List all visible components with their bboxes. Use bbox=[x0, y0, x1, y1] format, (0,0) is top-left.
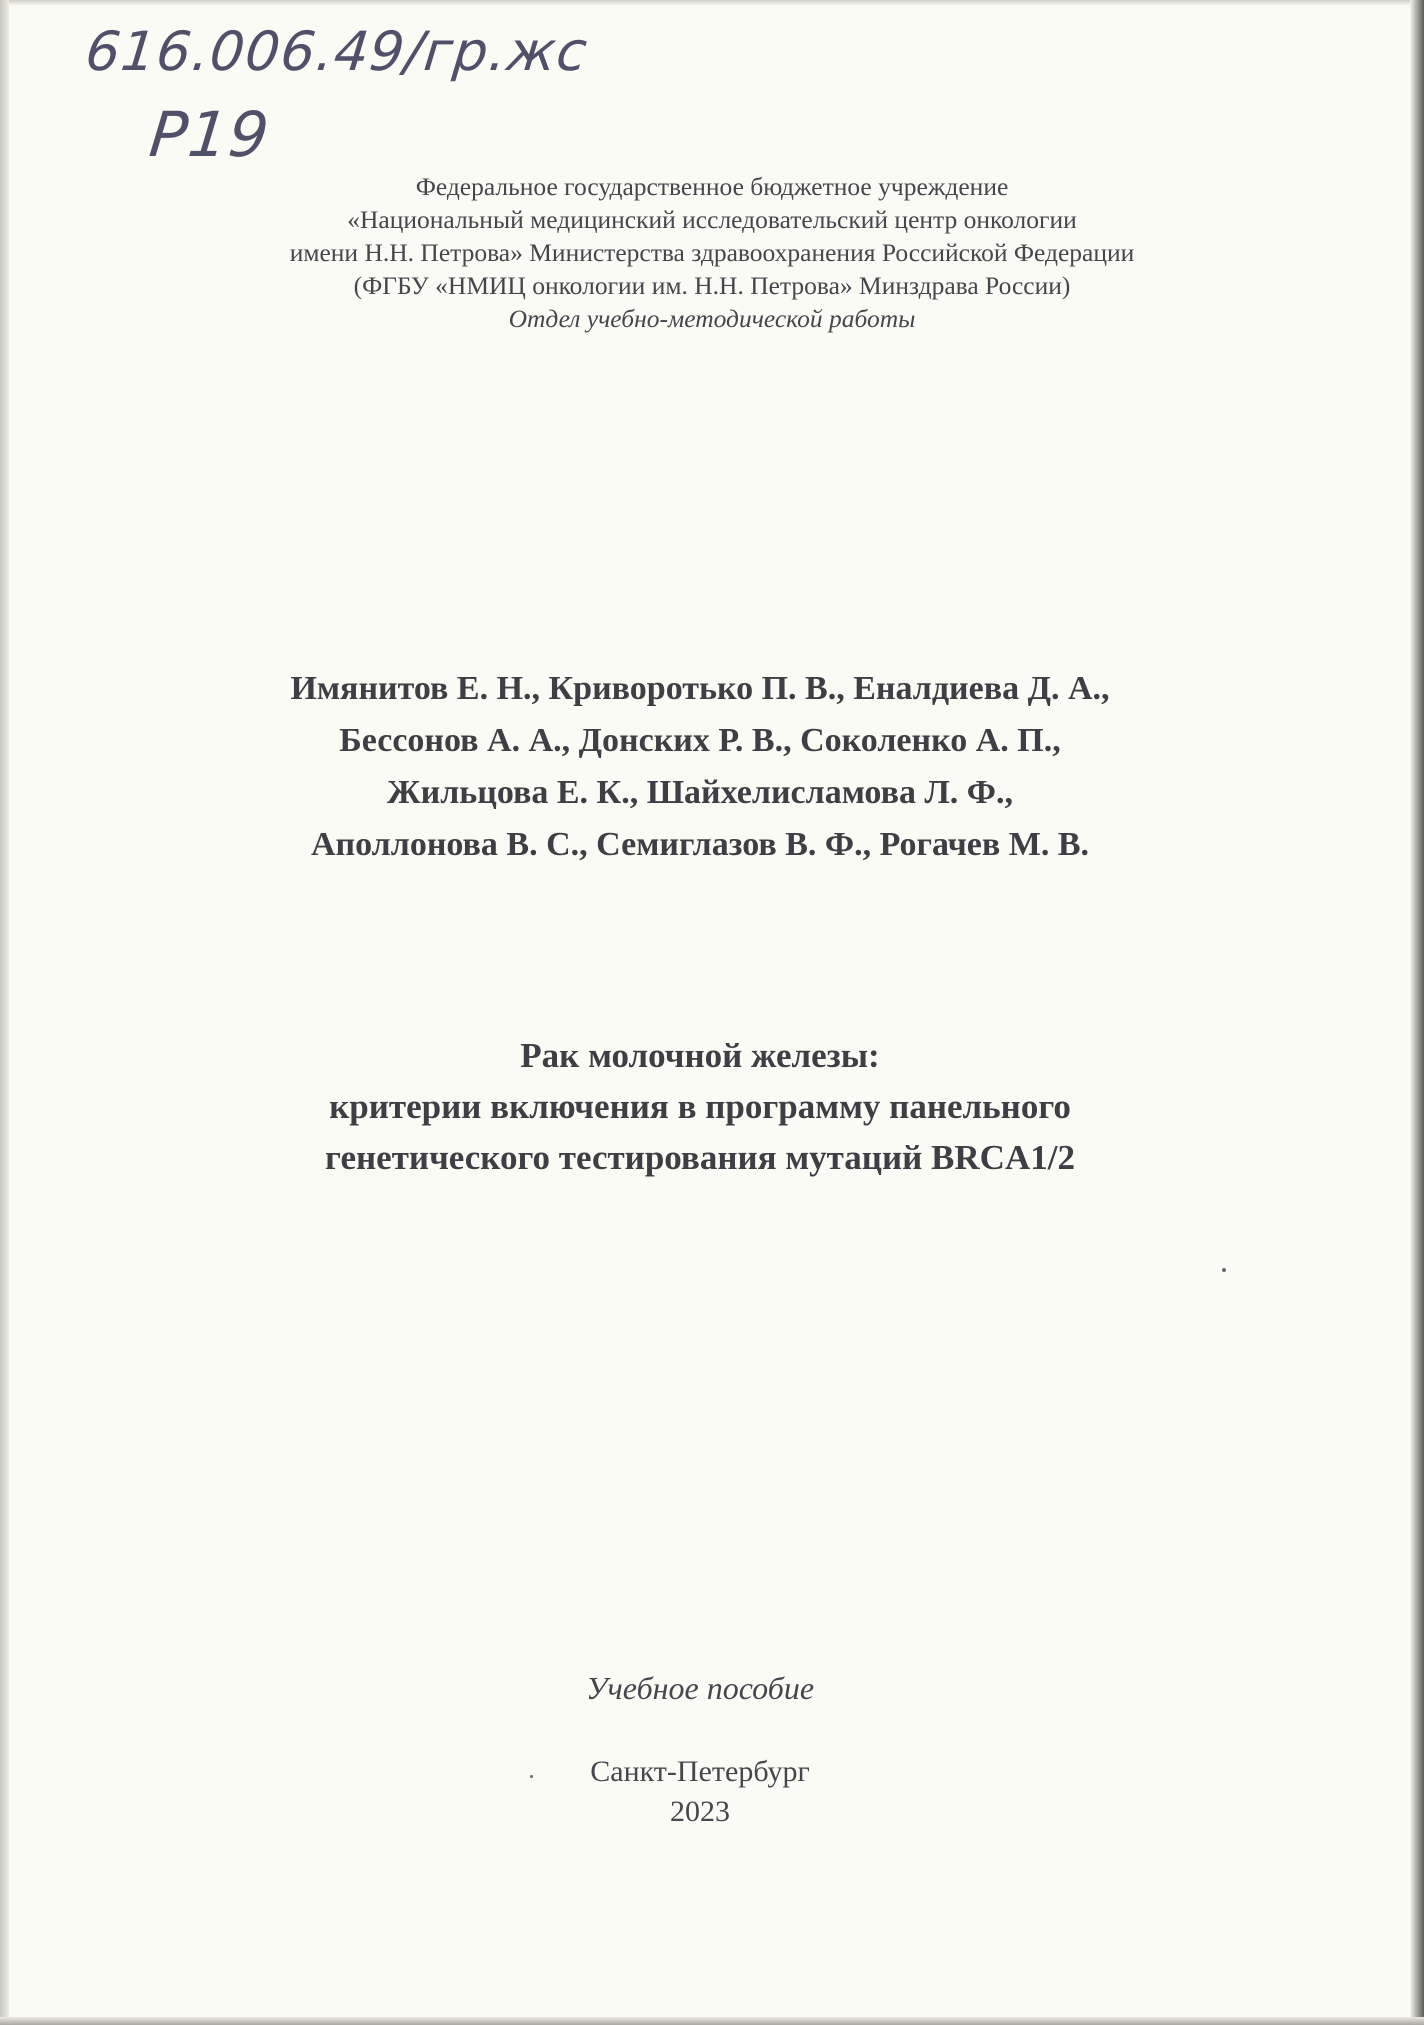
department-name: Отдел учебно-методической работы bbox=[508, 304, 916, 333]
publication-place-year bbox=[0, 1752, 1400, 1832]
authors-line: Имянитов Е. Н., Криворотько П. В., Еналдиева Д. А., bbox=[290, 670, 1110, 707]
title-line: критерии включения в программу панельного bbox=[329, 1087, 1071, 1126]
authors-line: Аполлонова В. С., Семиглазов В. Ф., Рогачев М. В. bbox=[310, 826, 1090, 863]
publication-year: 2023 bbox=[670, 1795, 730, 1828]
title-line: Рак молочной железы: bbox=[520, 1036, 880, 1075]
paper-speck bbox=[530, 1775, 533, 1778]
document-title bbox=[0, 1030, 1400, 1183]
authors-line: Жильцова Е. К., Шайхелисламова Л. Ф., bbox=[387, 774, 1013, 811]
institution-line: (ФГБУ «НМИЦ онкологии им. Н.Н. Петрова» Минздрава России) bbox=[353, 271, 1071, 300]
institution-line: Федеральное государственное бюджетное учреждение bbox=[415, 172, 1009, 201]
paper-speck bbox=[1222, 1268, 1226, 1272]
authors-block bbox=[0, 663, 1400, 871]
handwritten-classification-code: 616.006.49/гр.жс bbox=[82, 20, 591, 83]
institution-block bbox=[0, 170, 1424, 335]
institution-line: имени Н.Н. Петрова» Министерства здравоохранения Российской Федерации bbox=[289, 238, 1135, 267]
publication-type: Учебное пособие bbox=[585, 1670, 815, 1706]
page-edge-top bbox=[0, 0, 1424, 5]
publication-city: Санкт-Петербург bbox=[590, 1755, 810, 1788]
handwritten-shelf-mark: Р19 bbox=[146, 98, 274, 171]
authors-line: Бессонов А. А., Донских Р. В., Соколенко А. П., bbox=[339, 722, 1061, 759]
institution-line: «Национальный медицинский исследовательский центр онкологии bbox=[347, 205, 1077, 234]
title-line: генетического тестирования мутаций BRCA1/2 bbox=[325, 1138, 1075, 1177]
page-edge-bottom bbox=[0, 2017, 1424, 2025]
